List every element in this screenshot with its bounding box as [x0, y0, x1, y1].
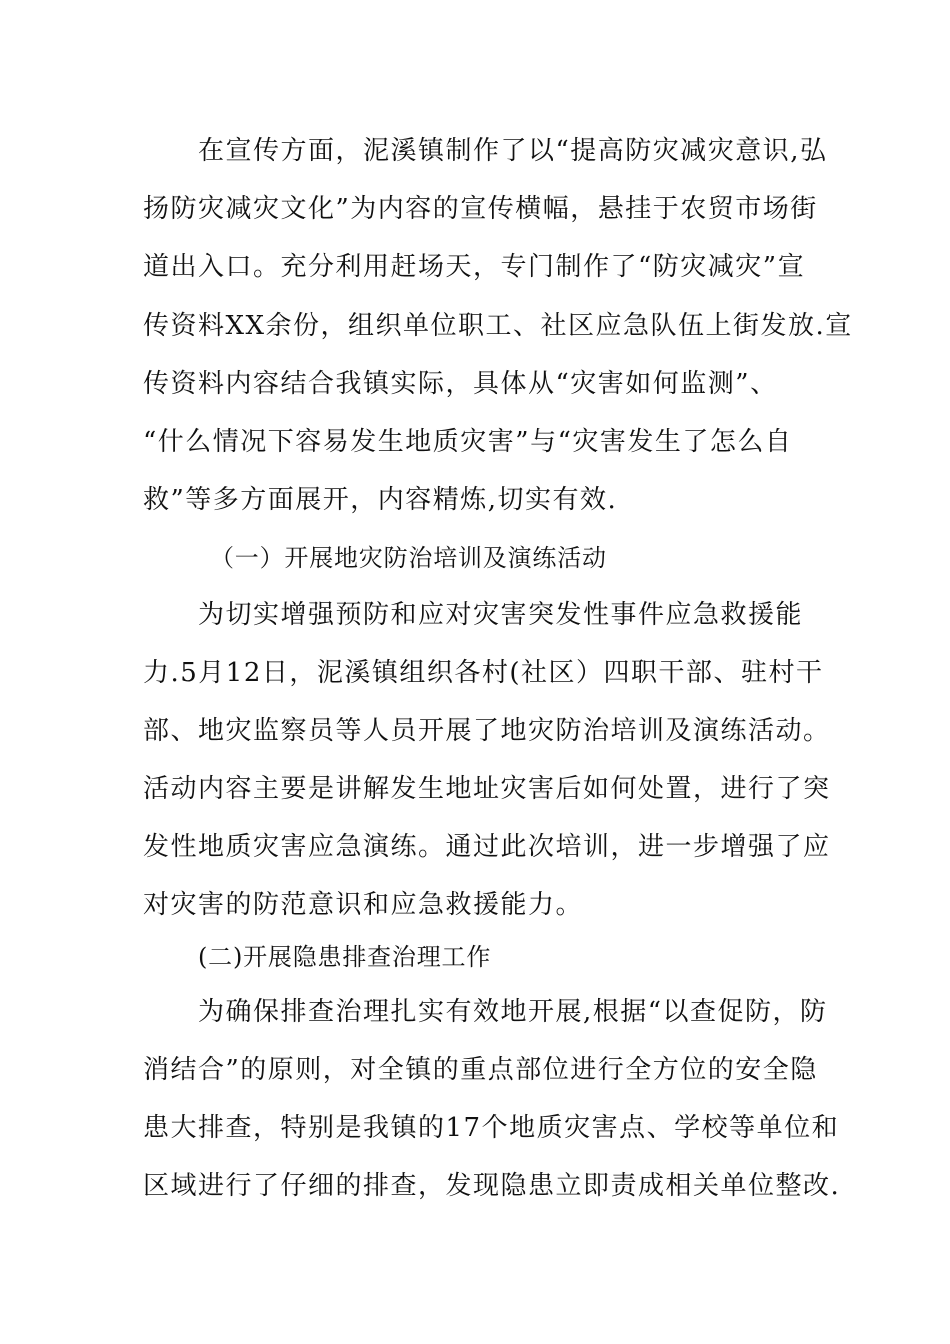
paragraph-1-line-4: 传资料XX余份，组织单位职工、社区应急队伍上街发放.宣 — [143, 311, 853, 341]
paragraph-2-line-4: 活动内容主要是讲解发生地址灾害后如何处置，进行了突 — [143, 774, 831, 804]
paragraph-1-line-3: 道出入口。充分利用赶场天，专门制作了“防灾减灾”宣 — [143, 252, 806, 282]
paragraph-3-line-4: 区域进行了仔细的排查，发现隐患立即责成相关单位整改. — [143, 1171, 841, 1201]
paragraph-1-line-2: 扬防灾减灾文化”为内容的宣传横幅，悬挂于农贸市场街 — [143, 194, 818, 224]
paragraph-2-line-1: 为切实增强预防和应对灾害突发性事件应急救援能 — [198, 600, 804, 630]
paragraph-1-line-7: 救”等多方面展开，内容精炼,切实有效. — [143, 485, 618, 515]
paragraph-1-line-1: 在宣传方面，泥溪镇制作了以“提高防灾减灾意识,弘 — [198, 136, 828, 166]
paragraph-3-line-3: 患大排查，特别是我镇的17个地质灾害点、学校等单位和 — [143, 1113, 840, 1143]
paragraph-3-line-1: 为确保排查治理扎实有效地开展,根据“以查促防，防 — [198, 997, 828, 1027]
paragraph-3-line-2: 消结合”的原则，对全镇的重点部位进行全方位的安全隐 — [143, 1055, 818, 1085]
section-heading-1: （一）开展地灾防治培训及演练活动 — [210, 544, 607, 572]
paragraph-2-line-3: 部、地灾监察员等人员开展了地灾防治培训及演练活动。 — [143, 716, 831, 746]
section-heading-2: (二)开展隐患排查治理工作 — [198, 943, 492, 971]
paragraph-2-line-6: 对灾害的防范意识和应急救援能力。 — [143, 890, 584, 920]
paragraph-2-line-2: 力.5月12日，泥溪镇组织各村(社区）四职干部、驻村干 — [143, 658, 824, 688]
paragraph-1-line-5: 传资料内容结合我镇实际，具体从“灾害如何监测”、 — [143, 369, 778, 399]
paragraph-2-line-5: 发性地质灾害应急演练。通过此次培训，进一步增强了应 — [143, 832, 831, 862]
paragraph-1-line-6: “什么情况下容易发生地质灾害”与“灾害发生了怎么自 — [143, 427, 793, 457]
